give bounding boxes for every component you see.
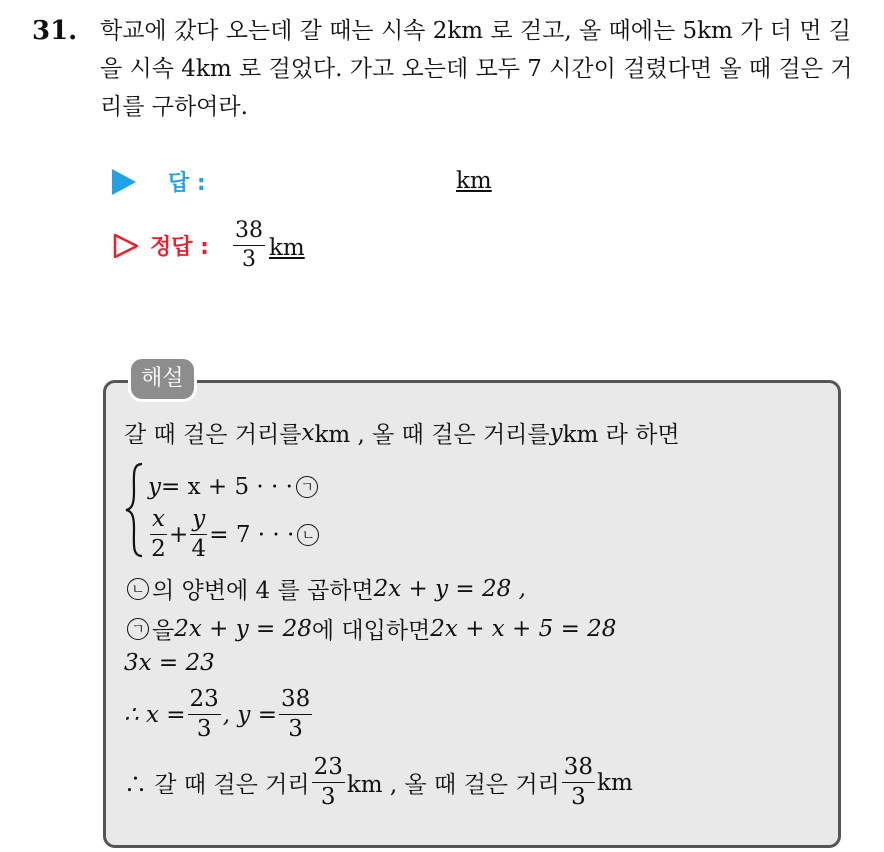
var-y: y bbox=[549, 419, 563, 446]
answer-label: 답 : bbox=[168, 171, 206, 196]
question-number: 31. bbox=[32, 16, 78, 46]
correct-answer-fraction bbox=[233, 220, 265, 271]
l6-x-den: 3 bbox=[196, 716, 212, 742]
circled-mark-1: ㄱ bbox=[296, 476, 318, 498]
l6-y-den: 3 bbox=[288, 716, 303, 742]
explanation-line-6 bbox=[124, 688, 314, 741]
l7-text-2: km , 올 때 걸은 거리 bbox=[346, 772, 560, 798]
explanation-line-3 bbox=[124, 572, 526, 605]
l6-x-num: 23 bbox=[188, 688, 221, 715]
l3-text: 의 양변에 4 를 곱하면 bbox=[152, 578, 374, 604]
l7-fraction-1 bbox=[312, 756, 345, 809]
explanation-line-5 bbox=[124, 650, 215, 676]
circled-mark-4: ㄱ bbox=[127, 618, 149, 640]
l7-den-2: 3 bbox=[571, 784, 586, 810]
explanation-line-4 bbox=[124, 612, 616, 645]
equation-1 bbox=[148, 474, 321, 500]
play-triangle-icon bbox=[112, 169, 136, 195]
l4-equation-1: 2x + y = 28 bbox=[174, 615, 312, 642]
correct-answer-row bbox=[112, 220, 305, 271]
answer-row bbox=[112, 166, 206, 197]
correct-answer-label: 정답 : bbox=[150, 235, 209, 260]
l7-text-1: ∴ 갈 때 걸은 거리 bbox=[124, 772, 310, 798]
equation-2 bbox=[148, 508, 322, 561]
eq2-x-den: 2 bbox=[151, 536, 166, 562]
l3-equation: 2x + y = 28 , bbox=[373, 575, 526, 602]
circled-mark-3: ㄴ bbox=[127, 578, 149, 600]
explanation-line-7 bbox=[124, 756, 633, 809]
l7-den-1: 3 bbox=[320, 784, 336, 810]
fraction-denominator: 3 bbox=[241, 247, 256, 272]
l5-equation: 3x = 23 bbox=[124, 650, 215, 676]
eq2-y-den: 4 bbox=[191, 536, 207, 562]
l6-text-1: ∴ x = bbox=[124, 701, 186, 728]
outline-triangle-icon bbox=[112, 232, 140, 260]
eq2-plus: + bbox=[168, 521, 189, 548]
correct-answer-unit: km bbox=[268, 235, 305, 261]
circled-mark-2: ㄴ bbox=[297, 524, 319, 546]
eq1-lhs: y bbox=[148, 474, 161, 500]
system-brace bbox=[124, 462, 146, 558]
l7-text-3: km bbox=[597, 769, 633, 796]
l4-text-2: 에 대입하면 bbox=[311, 618, 431, 644]
l7-fraction-2 bbox=[562, 756, 595, 809]
l6-fraction-y bbox=[279, 688, 312, 741]
intro-text-1: 갈 때 걸은 거리를 bbox=[124, 422, 302, 448]
l6-text-2: , y = bbox=[222, 701, 277, 728]
eq2-fraction-y bbox=[190, 508, 207, 561]
eq2-rhs: = 7 · · · bbox=[209, 521, 295, 548]
l6-y-num: 38 bbox=[279, 688, 312, 715]
l7-num-2: 38 bbox=[562, 756, 595, 783]
l7-num-1: 23 bbox=[312, 756, 345, 783]
question-text: 학교에 갔다 오는데 갈 때는 시속 2km 로 걷고, 올 때에는 5km 가 더 먼 길을 시속 4km 로 걸었다. 가고 오는데 모두 7 시간이 걸렸다면 올 때 걸은 거리를 구하여라. bbox=[100, 18, 853, 120]
eq2-x-num: x bbox=[150, 508, 167, 535]
answer-unit: km bbox=[456, 168, 492, 194]
var-x: x bbox=[301, 419, 315, 446]
eq2-fraction-x bbox=[150, 508, 167, 561]
explanation-intro bbox=[124, 416, 680, 449]
l4-equation-2: 2x + x + 5 = 28 bbox=[430, 615, 617, 642]
l4-text-1: 을 bbox=[152, 618, 175, 644]
fraction-numerator: 38 bbox=[233, 220, 265, 246]
eq2-y-num: y bbox=[190, 508, 207, 535]
eq1-rhs: = x + 5 · · · bbox=[161, 474, 293, 500]
intro-text-3: km 라 하면 bbox=[562, 422, 680, 448]
explanation-badge: 해설 bbox=[128, 356, 197, 402]
intro-text-2: km , 올 때 걸은 거리를 bbox=[314, 422, 550, 448]
l6-fraction-x bbox=[188, 688, 221, 741]
